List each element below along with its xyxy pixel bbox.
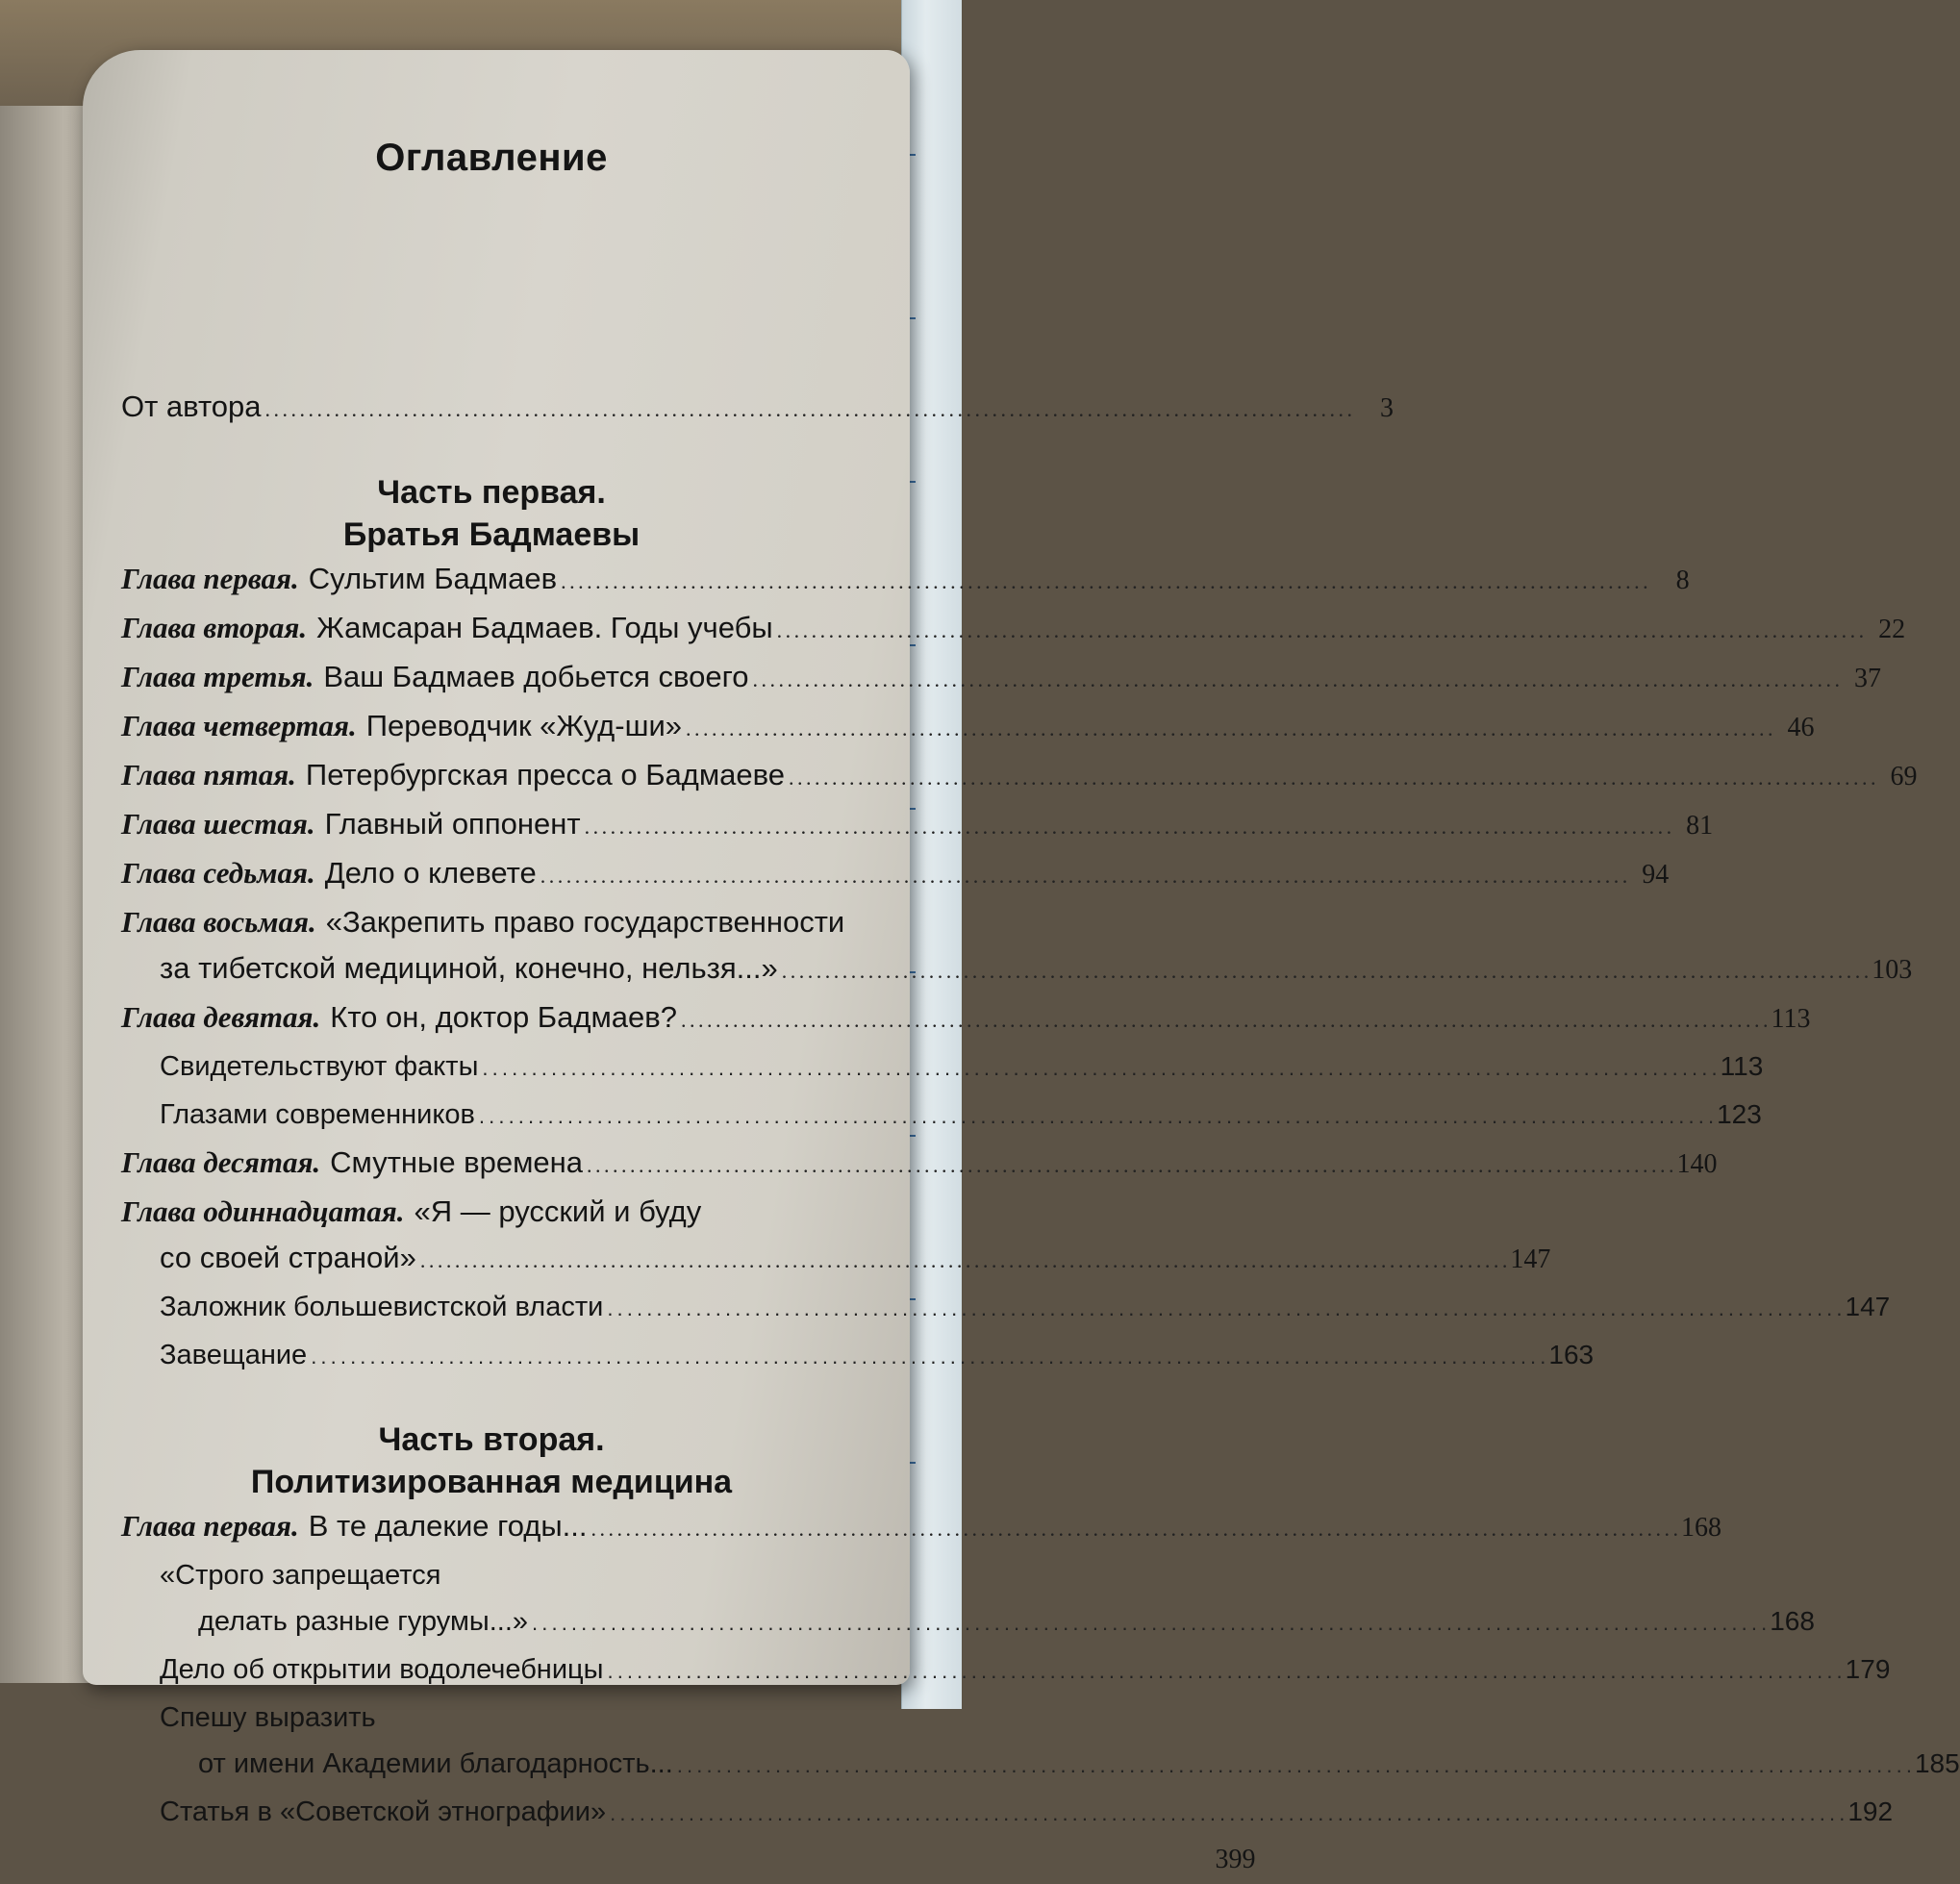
chapter-label: Глава четвертая. — [121, 709, 357, 742]
entry-title: «Закрепить право государственности — [325, 905, 845, 939]
page-number: 163 — [1548, 1340, 1595, 1369]
entry-title: Кто он, доктор Бадмаев? — [330, 1000, 677, 1034]
entry-title: Заложник большевистской власти — [160, 1292, 604, 1322]
page-number: 103 — [1872, 955, 1913, 985]
leader-dots — [686, 706, 1772, 752]
entry-title: Сультим Бадмаев — [308, 562, 558, 595]
page-number: 3 — [1380, 393, 1395, 423]
chapter-label: Глава первая. — [121, 1509, 299, 1543]
chapter-label: Глава шестая. — [121, 807, 315, 841]
part-two-title: Политизированная медицина — [250, 1464, 733, 1500]
toc-subentry — [121, 1789, 1894, 1837]
entry-title: Жамсаран Бадмаев. Годы учебы — [316, 611, 773, 644]
entry-title: Ваш Бадмаев добьется своего — [323, 660, 749, 693]
page-number: 147 — [1845, 1292, 1891, 1321]
book-page — [83, 50, 1960, 1874]
toc-subentry — [121, 1552, 862, 1598]
part-two-label: Часть вторая. — [378, 1421, 605, 1458]
toc-entry — [121, 654, 1881, 703]
page-number: 185 — [1914, 1748, 1960, 1778]
leader-dots — [482, 1045, 1716, 1092]
chapter-label: Глава вторая. — [121, 611, 308, 644]
toc-entry — [121, 1140, 1718, 1189]
page-number: 81 — [1686, 811, 1714, 841]
leader-dots — [479, 1093, 1713, 1140]
entry-title: «Строго запрещается — [160, 1560, 441, 1591]
page-number: 94 — [1642, 860, 1670, 890]
entry-title: Главный оппонент — [324, 807, 581, 841]
leader-dots — [265, 387, 1352, 433]
leader-dots — [610, 1791, 1844, 1837]
page-number: 46 — [1787, 713, 1815, 742]
leader-dots — [681, 997, 1768, 1043]
entry-title: В те далекие годы... — [308, 1509, 588, 1543]
toc-subentry — [121, 1284, 1891, 1332]
leader-dots — [532, 1600, 1766, 1646]
page-number: 113 — [1720, 1051, 1764, 1081]
toc-heading: Оглавление — [375, 137, 608, 179]
toc-subentry-continuation — [121, 1741, 1960, 1789]
chapter-label: Глава девятая. — [121, 1000, 321, 1034]
leader-dots — [677, 1743, 1911, 1789]
page-number: 123 — [1717, 1099, 1762, 1129]
entry-title: делать разные гурумы...» — [198, 1606, 529, 1637]
chapter-label: Глава одиннадцатая. — [121, 1194, 405, 1228]
entry-title: Петербургская пресса о Бадмаеве — [305, 758, 786, 791]
toc-entry — [121, 605, 1906, 654]
leader-dots — [311, 1334, 1545, 1380]
page-number: 399 — [1215, 1845, 1256, 1874]
toc-entry — [121, 1503, 1722, 1552]
leader-dots — [782, 948, 1869, 994]
part-one-label: Часть первая. — [377, 474, 606, 511]
leader-dots — [789, 755, 1875, 801]
leader-dots — [540, 853, 1627, 899]
leader-dots — [420, 1238, 1507, 1284]
page-number: 69 — [1890, 762, 1918, 791]
page-number: 168 — [1770, 1606, 1815, 1636]
toc-subentry-continuation — [121, 1598, 1815, 1646]
chapter-label: Глава десятая. — [121, 1145, 321, 1179]
toc-entry — [121, 994, 1811, 1043]
entry-title: Свидетельствуют факты — [160, 1051, 479, 1082]
leader-dots — [585, 804, 1671, 850]
leader-dots — [607, 1648, 1841, 1695]
entry-title: Завещание — [160, 1340, 308, 1370]
chapter-label: Глава первая. — [121, 562, 299, 595]
page-number: 37 — [1853, 664, 1881, 693]
entry-title: от имени Академии благодарность... — [198, 1748, 673, 1779]
toc-entry — [121, 752, 1918, 801]
toc-subentry — [121, 1646, 1891, 1695]
table-of-contents — [121, 137, 1960, 1884]
page-number: 8 — [1675, 565, 1690, 595]
toc-subentry — [121, 1092, 1762, 1140]
toc-entry — [121, 899, 862, 945]
toc-entry — [121, 556, 1690, 605]
leader-dots — [591, 1506, 1678, 1552]
chapter-label: Глава третья. — [121, 660, 314, 693]
page-number: 22 — [1878, 615, 1906, 644]
toc-entry-preface — [121, 384, 1395, 433]
page-number: 168 — [1681, 1513, 1722, 1543]
page-number: 179 — [1845, 1654, 1891, 1684]
toc-entry-continuation — [121, 945, 1913, 994]
page-number: 140 — [1676, 1149, 1718, 1179]
leader-dots — [752, 657, 1839, 703]
entry-title: Смутные времена — [330, 1145, 584, 1179]
entry-title: Статья в «Советской этнографии» — [160, 1796, 607, 1827]
page-number: 147 — [1510, 1244, 1551, 1274]
toc-entry — [121, 703, 1815, 752]
entry-title: со своей страной» — [160, 1241, 416, 1274]
entry-title: за тибетской медициной, конечно, нельзя...» — [160, 951, 778, 985]
toc-subentry — [121, 1332, 1595, 1380]
leader-dots — [561, 559, 1647, 605]
entry-title: Спешу выразить — [160, 1702, 376, 1733]
chapter-label: Глава седьмая. — [121, 856, 315, 890]
page-number: 113 — [1771, 1004, 1811, 1034]
chapter-label: Глава пятая. — [121, 758, 296, 791]
page-number: 192 — [1847, 1796, 1894, 1826]
leader-dots — [777, 608, 1864, 654]
entry-title: «Я — русский и буду — [414, 1194, 702, 1228]
entry-title: Переводчик «Жуд-ши» — [365, 709, 683, 742]
toc-entry — [121, 801, 1714, 850]
entry-title: Глазами современников — [160, 1099, 475, 1130]
toc-entry-continuation — [121, 1235, 1551, 1284]
toc-entry — [121, 1189, 862, 1235]
chapter-label: Глава восьмая. — [121, 905, 316, 939]
leader-dots — [607, 1286, 1841, 1332]
entry-title: От автора — [121, 389, 262, 423]
toc-subentry — [121, 1043, 1764, 1092]
toc-entry-last-page — [121, 1837, 1256, 1884]
part-one-title: Братья Бадмаевы — [342, 516, 641, 553]
toc-entry — [121, 850, 1670, 899]
toc-subentry — [121, 1695, 862, 1741]
leader-dots — [587, 1143, 1673, 1189]
entry-title: Дело об открытии водолечебницы — [160, 1654, 604, 1685]
entry-title: Дело о клевете — [324, 856, 537, 890]
